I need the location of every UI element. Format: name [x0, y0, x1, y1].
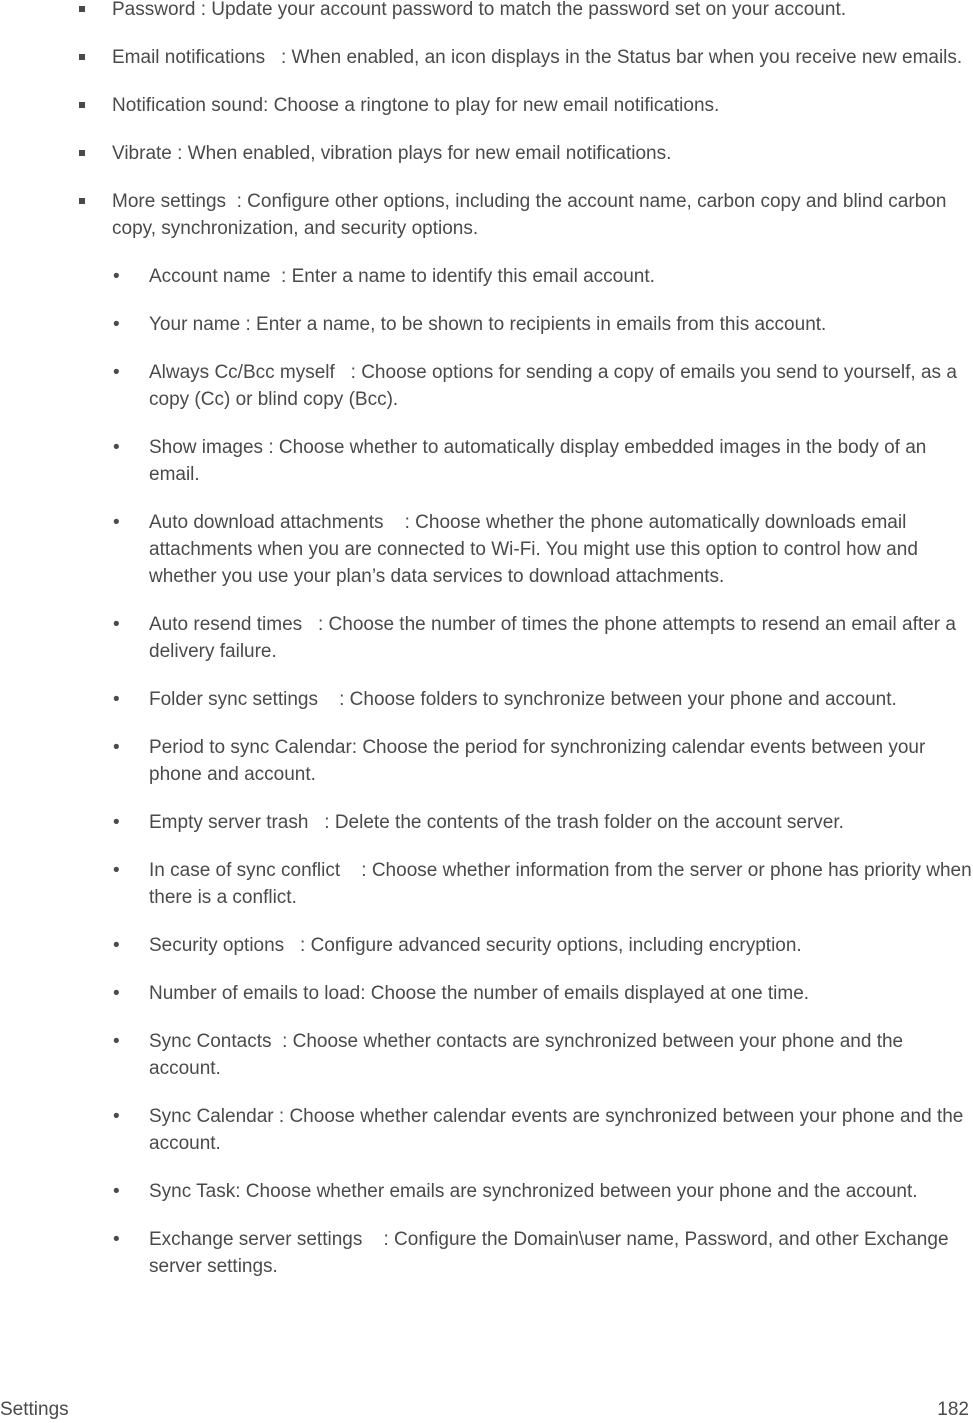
- sublist-item: [112, 1178, 973, 1205]
- list-item: [0, 188, 973, 1280]
- bullet-dot-icon: •: [113, 1229, 120, 1250]
- subitem-description: : Choose the period for synchronizing calendar events between your phone and account.: [149, 737, 926, 785]
- subitem-term: Sync Task: [149, 1181, 236, 1202]
- item-description: : When enabled, vibration plays for new email notifications.: [177, 143, 672, 164]
- bullet-dot-icon: •: [113, 935, 120, 956]
- subitem-description: : Enter a name, to be shown to recipients in emails from this account.: [245, 314, 827, 335]
- sublist-item: [112, 311, 973, 338]
- footer-section-name: Settings: [0, 1399, 69, 1420]
- subitem-term: Security options: [149, 935, 285, 956]
- subitem-term: In case of sync conflict: [149, 860, 341, 881]
- sublist-item: [112, 686, 973, 713]
- subitem-description: : Delete the contents of the trash folder on the account server.: [324, 812, 844, 833]
- subitem-description: : Choose whether calendar events are synchronized between your phone and the account.: [149, 1106, 964, 1154]
- bullet-dot-icon: •: [113, 1106, 120, 1127]
- sublist-item: [112, 1028, 973, 1082]
- subitem-description: : Choose whether emails are synchronized between your phone and the account.: [235, 1181, 918, 1202]
- subitem-term: Exchange server settings: [149, 1229, 363, 1250]
- subitem-term: Folder sync settings: [149, 689, 318, 710]
- bullet-dot-icon: •: [113, 1181, 120, 1202]
- more-settings-sublist: [112, 263, 973, 1280]
- subitem-term: Account name: [149, 266, 271, 287]
- item-description: : Update your account password to match the password set on your account.: [200, 0, 846, 20]
- sublist-item: [112, 857, 973, 911]
- subitem-description: : Choose options for sending a copy of emails you send to yourself, as a copy (Cc) or blind copy (Bcc).: [149, 362, 957, 410]
- subitem-description: : Choose whether contacts are synchronized between your phone and the account.: [149, 1031, 904, 1079]
- subitem-term: Show images: [149, 437, 264, 458]
- bullet-dot-icon: •: [113, 1031, 120, 1052]
- list-item: [0, 0, 973, 23]
- bullet-dot-icon: •: [113, 437, 120, 458]
- square-bullet-icon: [79, 54, 85, 60]
- bullet-dot-icon: •: [113, 737, 120, 758]
- square-bullet-icon: [79, 102, 85, 108]
- subitem-description: : Choose whether the phone automatically downloads email attachments when you are connected to Wi-Fi. You might use this option to control how and whether you use your plan’s data services to download attachments.: [149, 512, 918, 587]
- subitem-term: Your name: [149, 314, 241, 335]
- subitem-term: Number of emails to load: [149, 983, 361, 1004]
- sublist-item: [112, 509, 973, 590]
- subitem-description: : Choose the number of emails displayed at one time.: [360, 983, 810, 1004]
- item-description: : When enabled, an icon displays in the Status bar when you receive new emails.: [280, 47, 963, 68]
- bullet-dot-icon: •: [113, 983, 120, 1004]
- sublist-item: [112, 359, 973, 413]
- sublist-item: [112, 734, 973, 788]
- sublist-item: [112, 263, 973, 290]
- square-bullet-icon: [79, 6, 85, 12]
- item-description: : Choose a ringtone to play for new email notifications.: [263, 95, 720, 116]
- item-term: Notification sound: [112, 95, 264, 116]
- subitem-term: Auto download attachments: [149, 512, 384, 533]
- square-bullet-icon: [79, 198, 85, 204]
- subitem-term: Empty server trash: [149, 812, 309, 833]
- sublist-item: [112, 809, 973, 836]
- list-item: [0, 44, 973, 71]
- subitem-description: : Enter a name to identify this email account.: [281, 266, 655, 287]
- bullet-dot-icon: •: [113, 614, 120, 635]
- sublist-item: [112, 980, 973, 1007]
- sublist-item: [112, 1226, 973, 1280]
- subitem-description: : Configure advanced security options, including encryption.: [300, 935, 802, 956]
- bullet-dot-icon: •: [113, 314, 120, 335]
- footer-page-number: 182: [937, 1399, 969, 1420]
- list-item: [0, 92, 973, 119]
- subitem-term: Always Cc/Bcc myself: [149, 362, 335, 383]
- subitem-description: : Choose whether to automatically display embedded images in the body of an email.: [149, 437, 927, 485]
- bullet-dot-icon: •: [113, 812, 120, 833]
- bullet-dot-icon: •: [113, 512, 120, 533]
- item-term: More settings: [112, 191, 227, 212]
- bullet-dot-icon: •: [113, 362, 120, 383]
- subitem-term: Auto resend times: [149, 614, 303, 635]
- item-term: Password: [112, 0, 196, 20]
- square-bullet-icon: [79, 150, 85, 156]
- sublist-item: [112, 611, 973, 665]
- bullet-dot-icon: •: [113, 266, 120, 287]
- subitem-term: Sync Contacts: [149, 1031, 272, 1052]
- sublist-item: [112, 434, 973, 488]
- bullet-dot-icon: •: [113, 860, 120, 881]
- subitem-description: : Choose whether information from the server or phone has priority when there is a conflict.: [149, 860, 972, 908]
- subitem-description: : Choose the number of times the phone attempts to resend an email after a delivery failure.: [149, 614, 956, 662]
- item-description: : Configure other options, including the account name, carbon copy and blind carbon copy, synchronization, and security options.: [112, 191, 947, 239]
- subitem-term: Period to sync Calendar: [149, 737, 352, 758]
- sublist-item: [112, 1103, 973, 1157]
- subitem-term: Sync Calendar: [149, 1106, 274, 1127]
- item-term: Vibrate: [112, 143, 172, 164]
- subitem-description: : Choose folders to synchronize between your phone and account.: [339, 689, 897, 710]
- list-item: [0, 140, 973, 167]
- subitem-description: : Configure the Domain\user name, Password, and other Exchange server settings.: [149, 1229, 949, 1277]
- item-term: Email notifications: [112, 47, 266, 68]
- sublist-item: [112, 932, 973, 959]
- bullet-dot-icon: •: [113, 689, 120, 710]
